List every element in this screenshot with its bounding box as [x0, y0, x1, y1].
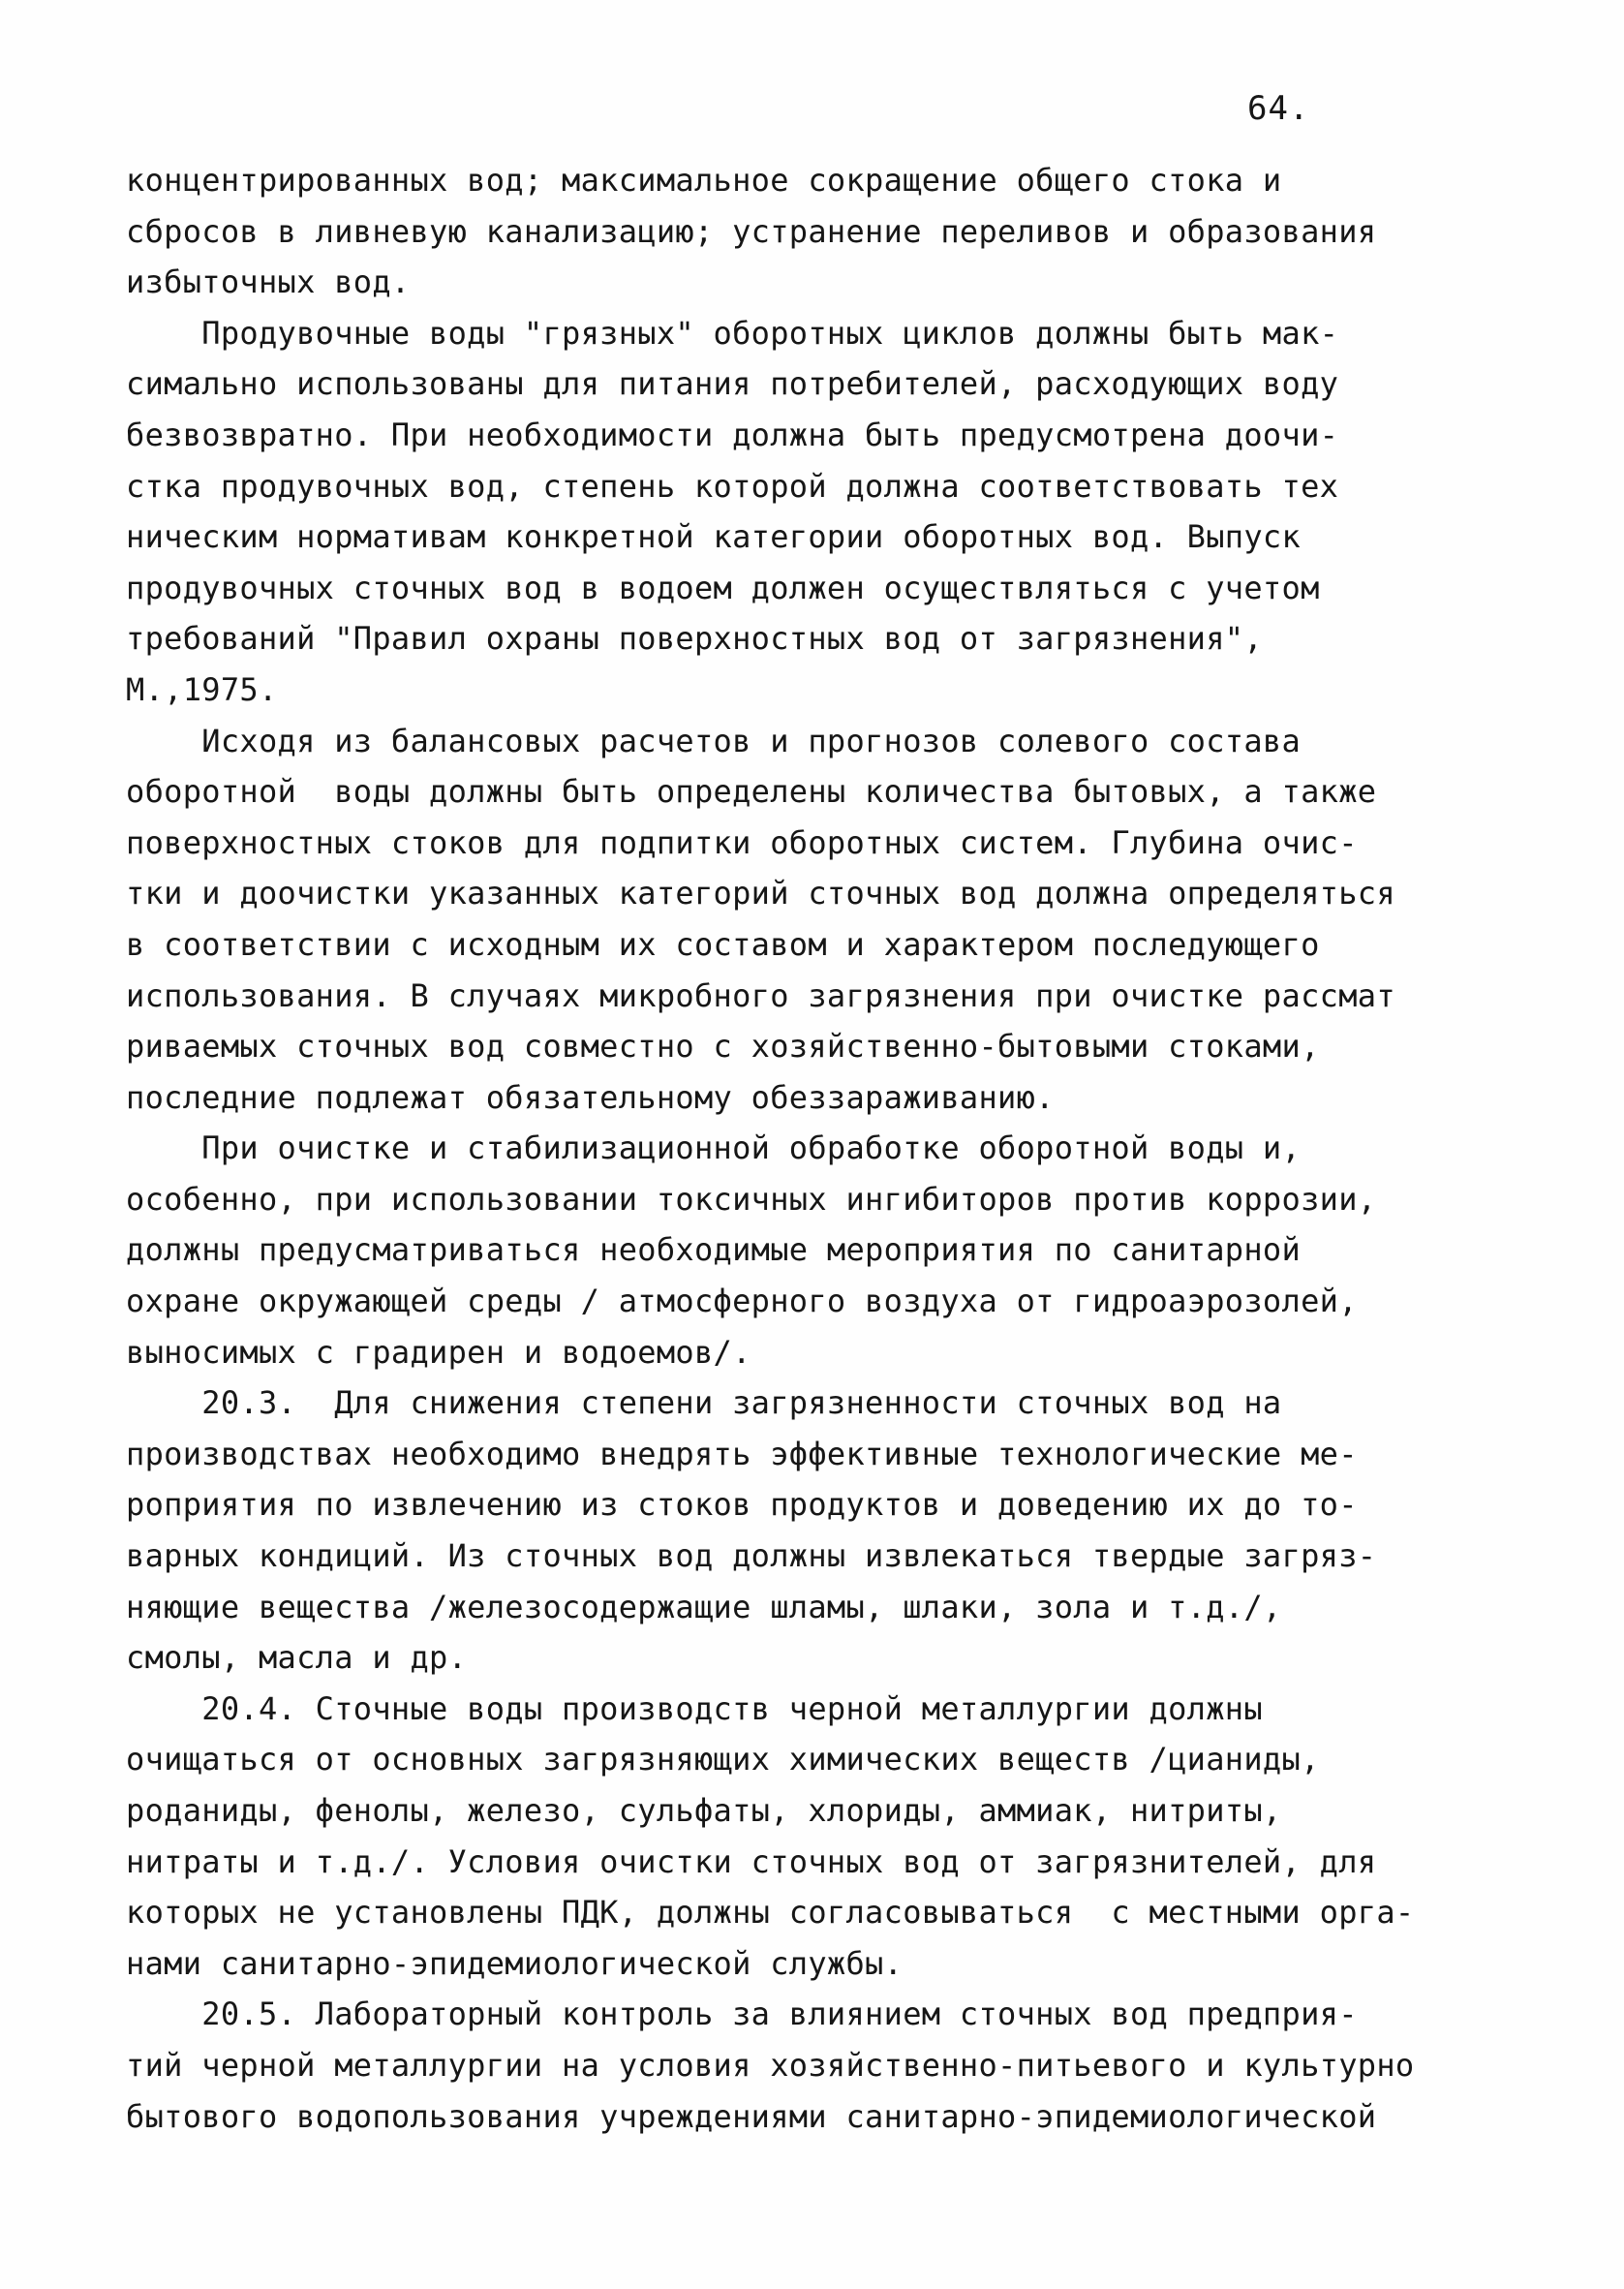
text-line: симально использованы для питания потребителей, расходующих воду	[126, 365, 1339, 403]
page-number: 64.	[1247, 89, 1310, 128]
text-line: варных кондиций. Из сточных вод должны извлекаться твердые загряз-	[126, 1537, 1377, 1575]
text-line: М.,1975.	[126, 670, 278, 708]
text-line: производствах необходимо внедрять эффективные технологические ме-	[126, 1435, 1358, 1472]
text-line: нитраты и т.д./. Условия очистки сточных вод от загрязнителей, для	[126, 1842, 1377, 1880]
body-text	[126, 155, 1520, 2142]
text-line: продувочных сточных вод в водоем должен осуществляться с учетом	[126, 569, 1320, 606]
paragraph-start-line: Исходя из балансовых расчетов и прогнозов солевого состава	[126, 722, 1302, 759]
text-line: особенно, при использовании токсичных ингибиторов против коррозии,	[126, 1180, 1377, 1218]
text-line: в соответствии с исходным их составом и характером последующего	[126, 925, 1320, 963]
text-line: поверхностных стоков для подпитки оборотных систем. Глубина очис-	[126, 823, 1358, 861]
text-line: охране окружающей среды / атмосферного воздуха от гидроаэрозолей,	[126, 1283, 1358, 1320]
paragraph-start-line: Продувочные воды "грязных" оборотных циклов должны быть мак-	[126, 314, 1339, 352]
text-line: оборотной воды должны быть определены количества бытовых, а также	[126, 773, 1377, 811]
text-line: требований "Правил охраны поверхностных вод от загрязнения",	[126, 620, 1263, 658]
text-line: сбросов в ливневую канализацию; устранение переливов и образования	[126, 212, 1377, 250]
section-line-20-4: 20.4. Сточные воды производств черной металлургии должны	[126, 1689, 1263, 1727]
text-line: концентрированных вод; максимальное сокращение общего стока и	[126, 162, 1282, 199]
text-line: тий черной металлургии на условия хозяйственно-питьевого и культурно	[126, 2046, 1415, 2084]
text-line: нами санитарно-эпидемиологической службы.	[126, 1944, 904, 1982]
text-line: роданиды, фенолы, железо, сульфаты, хлориды, аммиак, нитриты,	[126, 1792, 1282, 1829]
text-line: стка продувочных вод, степень которой должна соответствовать тех	[126, 467, 1339, 505]
text-line: ническим нормативам конкретной категории оборотных вод. Выпуск	[126, 518, 1302, 556]
text-line: смолы, масла и др.	[126, 1639, 468, 1677]
text-line: которых не установлены ПДК, должны согласовываться с местными орга-	[126, 1894, 1415, 1932]
text-line: няющие вещества /железосодержащие шламы, шлаки, зола и т.д./,	[126, 1588, 1282, 1625]
text-line: использования. В случаях микробного загрязнения при очистке рассмат	[126, 976, 1395, 1014]
text-line: выносимых с градирен и водоемов/.	[126, 1333, 751, 1371]
section-line-20-3: 20.3. Для снижения степени загрязненности сточных вод на	[126, 1384, 1282, 1422]
text-line: тки и доочистки указанных категорий сточных вод должна определяться	[126, 875, 1395, 913]
paragraph-start-line: При очистке и стабилизационной обработке оборотной воды и,	[126, 1129, 1302, 1167]
text-line: очищаться от основных загрязняющих химических веществ /цианиды,	[126, 1741, 1320, 1779]
text-line: последние подлежат обязательному обеззараживанию.	[126, 1078, 1055, 1116]
text-line: бытового водопользования учреждениями санитарно-эпидемиологической	[126, 2097, 1377, 2135]
text-line: роприятия по извлечению из стоков продуктов и доведению их до то-	[126, 1486, 1358, 1524]
text-line: избыточных вод.	[126, 263, 411, 301]
text-line: риваемых сточных вод совместно с хозяйственно-бытовыми стоками,	[126, 1028, 1320, 1066]
text-line: должны предусматриваться необходимые мероприятия по санитарной	[126, 1231, 1302, 1269]
section-line-20-5: 20.5. Лабораторный контроль за влиянием сточных вод предприя-	[126, 1995, 1358, 2033]
text-line: безвозвратно. При необходимости должна быть предусмотрена доочи-	[126, 416, 1339, 453]
